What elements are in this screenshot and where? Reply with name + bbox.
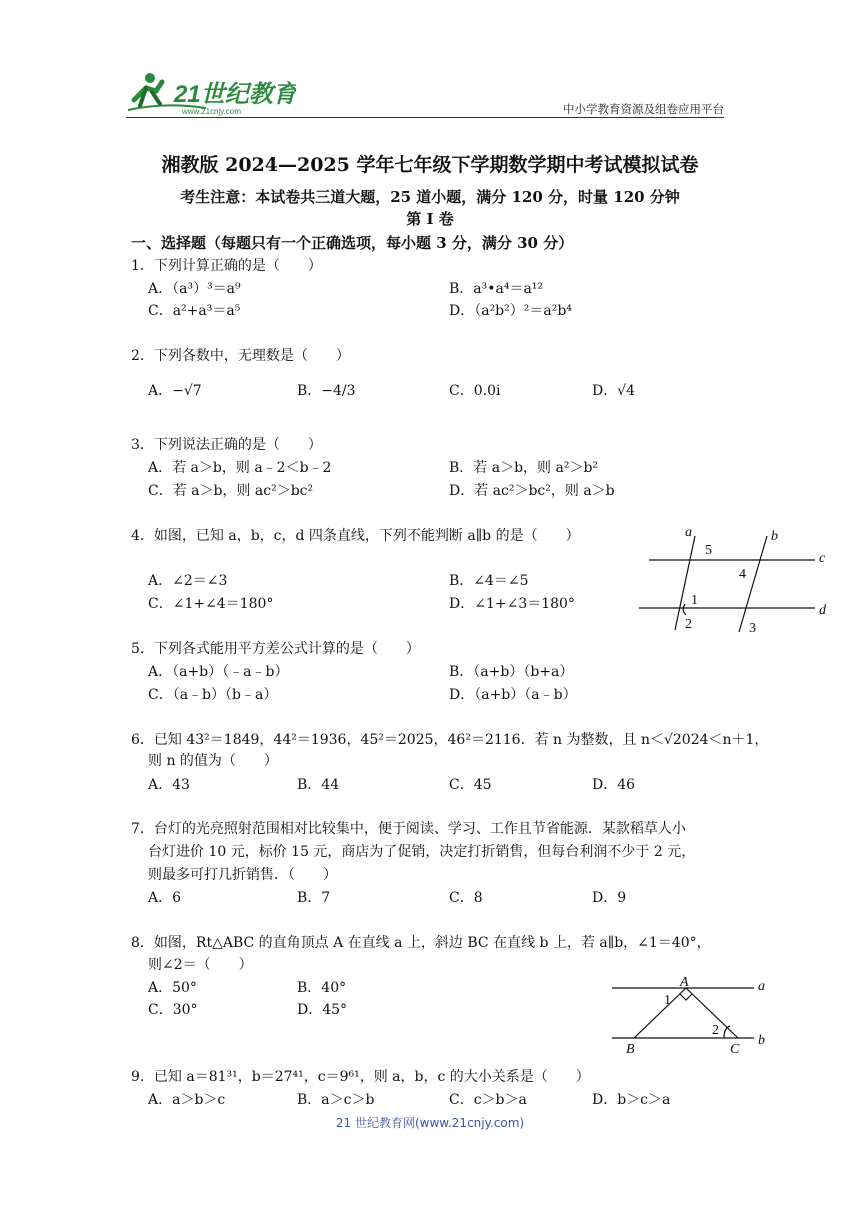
label-b: b [771,529,778,544]
q6-stem-cont: 则 n 的值为（ ） [148,753,278,769]
q4-option-c: C．∠1+∠4＝180° [148,596,274,612]
label-line-b: b [758,1033,765,1048]
section-heading: 一、选择题（每题只有一个正确选项，每小题 3 分，满分 30 分） [131,234,574,252]
q5-option-c: C．（a﹣b）（b﹣a） [148,687,278,703]
q8-option-b: B．40° [297,980,347,996]
q1-option-a: A．（a³）³＝a⁹ [148,281,241,297]
runner-logo-icon [126,66,296,116]
logo [126,66,296,116]
exam-notice: 考生注意：本试卷共三道大题，25 道小题，满分 120 分，时量 120 分钟 [180,188,680,206]
header-divider [126,117,724,118]
vertex-b: B [626,1042,635,1057]
q6-option-b: B．44 [297,777,340,793]
q1-stem: 1．下列计算正确的是（ ） [131,258,322,274]
line-b [739,536,767,632]
q3-stem: 3．下列说法正确的是（ ） [131,437,322,453]
q2-stem: 2．下列各数中，无理数是（ ） [131,348,350,364]
q8-option-d: D．45° [297,1002,348,1018]
label-d: d [819,603,826,618]
platform-tagline: 中小学教育资源及组卷应用平台 [563,102,724,116]
svg-text:www.21cnjy.com: www.21cnjy.com [182,107,241,116]
angle-4: 4 [739,567,746,582]
q1-option-b: B．a³•a⁴＝a¹² [449,281,544,297]
q1-option-d: D．（a²b²）²＝a²b⁴ [449,303,572,319]
q7-line-1: 7．台灯的光亮照射范围相对比较集中，便于阅读、学习、工作且节省能源．某款稻草人小 [131,821,686,837]
angle-1: 1 [691,593,698,608]
q4-option-b: B．∠4＝∠5 [449,573,529,589]
q6-option-c: C．45 [449,777,492,793]
q3-option-b: B．若 a＞b，则 a²＞b² [449,460,599,476]
q7-line-3: 则最多可打几折销售．（ ） [148,867,337,883]
footer-link[interactable]: 21 世纪教育网(www.21cnjy.com) [335,1116,525,1130]
q2-option-c: C．0.0i [449,383,501,399]
q5-option-b: B．（a+b）（b+a） [449,664,574,680]
q7-option-a: A．6 [148,890,182,906]
q8-line-2: 则∠2＝（ ） [148,957,253,973]
vertex-a: A [680,975,689,990]
q6-option-d: D．46 [592,777,636,793]
q7-option-b: B．7 [297,890,331,906]
q8-option-a: A．50° [148,980,197,996]
q6-option-a: A．43 [148,777,190,793]
q7-option-d: D．9 [592,890,627,906]
q9-option-d: D．b＞c＞a [592,1092,671,1108]
angle-5: 5 [705,543,712,558]
q2-option-b: B．−4/3 [297,383,356,399]
q9-option-a: A．a＞b＞c [148,1092,226,1108]
q3-option-d: D．若 ac²＞bc²，则 a＞b [449,483,615,499]
q9-stem: 9．已知 a＝81³¹，b＝27⁴¹，c＝9⁶¹，则 a，b，c 的大小关系是（ ） [131,1069,590,1085]
q2-option-a: A．−√7 [148,383,202,399]
label-a: a [685,525,692,540]
right-angle-mark [680,994,692,1000]
q5-option-d: D．（a+b）（a﹣b） [449,687,577,703]
q3-option-c: C．若 a＞b，则 ac²＞bc² [148,483,314,499]
angle-1: 1 [664,993,671,1008]
angle-2: 2 [712,1023,719,1038]
q7-option-c: C．8 [449,890,483,906]
q8-line-1: 8．如图，Rt△ABC 的直角顶点 A 在直线 a 上，斜边 BC 在直线 b 上，若 a∥b，∠1＝40°， [131,935,711,951]
q4-option-a: A．∠2＝∠3 [148,573,228,589]
q9-option-b: B．a＞c＞b [297,1092,375,1108]
q9-option-c: C．c＞b＞a [449,1092,527,1108]
q8-triangle-figure [608,972,778,1060]
exam-title: 湘教版 2024—2025 学年七年级下学期数学期中考试模拟试卷 [161,154,699,176]
vertex-c: C [730,1042,740,1057]
line-a [675,536,695,630]
q4-parallel-lines-figure [635,522,835,640]
q1-option-c: C．a²+a³＝a⁵ [148,303,241,319]
volume-label: 第 I 卷 [406,210,454,228]
label-c: c [819,551,826,566]
q8-option-c: C．30° [148,1002,198,1018]
q5-option-a: A．（a+b）（﹣a﹣b） [148,664,289,680]
q5-stem: 5．下列各式能用平方差公式计算的是（ ） [131,641,420,657]
svg-text:21世纪教育: 21世纪教育 [174,81,296,108]
q4-stem: 4．如图，已知 a，b，c，d 四条直线，下列不能判断 a∥b 的是（ ） [131,528,580,544]
side-ab [634,988,686,1038]
q3-option-a: A．若 a＞b，则 a﹣2＜b﹣2 [148,460,332,476]
q4-option-d: D．∠1+∠3＝180° [449,596,575,612]
q7-line-2: 台灯进价 10 元，标价 15 元，商店为了促销，决定打折销售，但每台利润不少于 2 元， [148,844,696,860]
angle-3: 3 [749,621,756,636]
q6-stem: 6．已知 43²＝1849，44²＝1936，45²＝2025，46²＝2116．若 n 为整数，且 n＜√2024＜n＋1， [131,732,769,748]
label-line-a: a [758,979,765,994]
q2-option-d: D．√4 [592,383,636,399]
angle-2: 2 [685,617,692,632]
